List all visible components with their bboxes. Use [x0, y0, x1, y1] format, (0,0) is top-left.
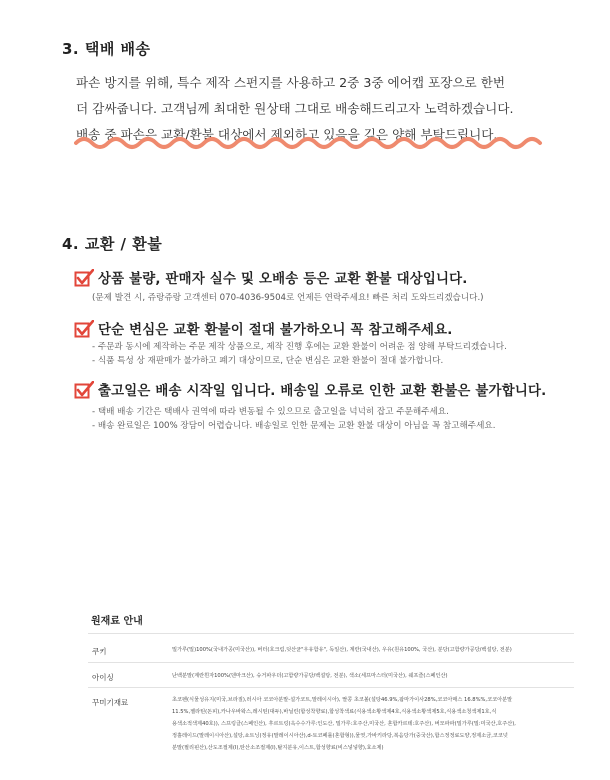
material-label-icing: 아이싱 — [92, 673, 114, 682]
material-value-decoration — [172, 694, 574, 754]
detail-line: - 택배 배송 기간은 택배사 권역에 따라 변동될 수 있으므로 출고일을 넉넉히 잡고 주문해주세요. — [92, 407, 449, 417]
section-4-title: 4. 교환 / 환불 — [62, 235, 163, 253]
detail-line: (문제 발견 시, 쥬랑쥬랑 고객센터 070-4036-9504로 언제든 연락주세요! 빠른 처리 도와드리겠습니다.) — [92, 293, 484, 303]
detail-line: - 배송 완료일은 100% 장담이 어렵습니다. 배송일로 인한 문제는 교환 환불 대상이 아님을 꼭 참고해주세요. — [92, 421, 496, 431]
material-label-decoration: 꾸미기재료 — [92, 698, 129, 707]
policy-item-1-details — [92, 291, 484, 305]
detail-line: - 주문과 동시에 제작하는 주문 제작 상품으로, 제작 진행 후에는 교환 환불이 어려운 점 양해 부탁드리겠습니다. — [92, 342, 507, 352]
wavy-underline — [74, 133, 554, 153]
paragraph-line: 파손 방지를 위해, 특수 제작 스펀지를 사용하고 2중 3중 에어캡 포장으로 한번 — [76, 75, 506, 90]
checkbox-checked-icon — [74, 269, 94, 287]
materials-divider — [88, 662, 574, 663]
material-line: 분말(필리핀산),산도조절제(I),탄산소조절제(I),탈지분유,이스트,합성향료(비스넣넣향),효소제) — [172, 745, 384, 751]
paragraph-line: 배송 중 파손은 교환/환불 대상에서 제외하고 있음을 깊은 양해 부탁드립니다. — [76, 127, 498, 142]
material-line: 용색소적색제40호)), 스프링클(스페인산), 후르트링(옥수수가루:인도산, 밀가루:호주산,미국산, 혼합카르테:호주산), 버모파파(밀가루(밀:미국산,호주산), — [172, 721, 516, 727]
material-line: 초코펜(식물성유지(미국,브라질),러시아 코코아분말-설가코트,말레이시아), 딸콩 초코볼(설탕46.9%,팜마가이사28%,코코아매스 16.8%%,코코아분말 — [172, 697, 513, 703]
policy-item-2-details — [92, 340, 507, 368]
materials-title: 원재료 안내 — [91, 616, 143, 627]
materials-divider — [88, 633, 574, 634]
policy-item-heading: 상품 불량, 판매자 실수 및 오배송 등은 교환 환불 대상입니다. — [98, 272, 468, 287]
paragraph-line: 더 감싸줍니다. 고객님께 최대한 원상태 그대로 배송해드리고자 노력하겠습니다. — [76, 101, 514, 116]
policy-item-3 — [74, 380, 546, 399]
checkbox-checked-icon — [74, 320, 94, 338]
material-line: 난백분말(계란흰자100%(덴마크산), 슈거파우더(고함량가공당/백설탕, 전분), 색소(세프마스터(미국산), 쉐프즐(스페인산) — [172, 673, 448, 679]
material-value-icing — [172, 670, 574, 682]
checkbox-checked-icon — [74, 381, 94, 399]
materials-divider — [88, 687, 574, 688]
policy-item-2 — [74, 319, 453, 338]
material-line: 정흘레이드(말레이시아산),설탕,쇼트닝(정유(말레이시아산),d-토코페롤(혼합형)),물엿,가바키라당,복음당가(중국산),합스정정료도양,정제소금,코코넛 — [172, 733, 508, 739]
material-label-cookie: 쿠키 — [92, 647, 107, 656]
detail-line: - 식품 특성 상 재판매가 불가하고 폐기 대상이므로, 단순 변심은 교환 환불이 절대 불가합니다. — [92, 356, 444, 366]
material-value-cookie — [172, 644, 574, 656]
policy-item-3-details — [92, 405, 495, 433]
policy-item-heading: 단순 변심은 교환 환불이 절대 불가하오니 꼭 참고해주세요. — [98, 323, 453, 338]
section-3-title: 3. 택배 배송 — [62, 40, 151, 58]
material-line: 11.5%,젤라틴(돈피),카나우바왁스,레시틴(대두),바닐린(합성착향료),합성착색료(식용색소황색제4호,식용색소황색제5호,식용색소청색제1호,식 — [172, 709, 497, 715]
policy-item-1 — [74, 268, 468, 287]
material-line: 밀가루(밀)100%(국내가공(미국산)), 버터(호크림,덧산균"우유함유", 독일산), 계란(국내산), 우유(원유100%, 국산), 분당(고함량가공당/백설탕, 전분) — [172, 647, 512, 653]
policy-item-heading: 출고일은 배송 시작일 입니다. 배송일 오류로 인한 교환 환불은 불가합니다. — [98, 384, 547, 399]
